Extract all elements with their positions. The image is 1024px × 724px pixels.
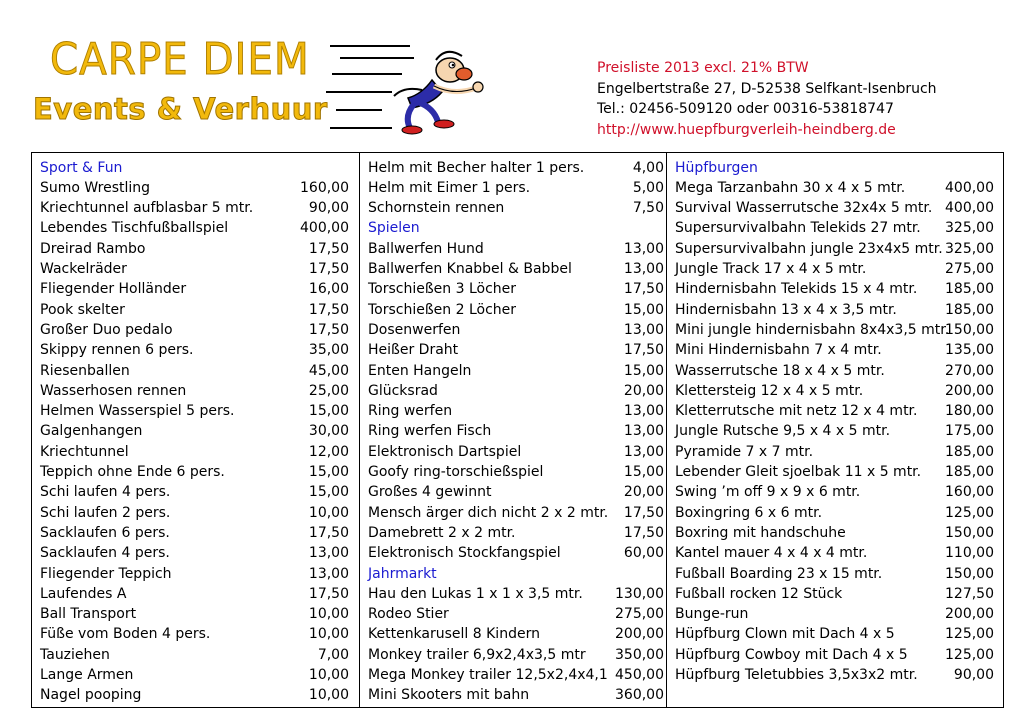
table-row [32,401,359,421]
table-row [360,178,666,198]
table-row [667,665,1003,685]
table-row [360,421,666,441]
item-name: Bunge-run [675,606,749,623]
item-name: Damebrett 2 x 2 mtr. [368,524,516,541]
item-name: Ring werfen Fisch [368,423,492,440]
item-price: 325,00 [945,220,994,237]
item-name: Hau den Lukas 1 x 1 x 3,5 mtr. [368,585,583,602]
price-list-title: Preisliste 2013 excl. 21% BTW [597,60,809,76]
table-row [667,624,1003,644]
table-row [360,361,666,381]
table-row [667,523,1003,543]
price-column-1 [32,153,360,707]
table-row [360,624,666,644]
item-name: Torschießen 2 Löcher [368,301,517,318]
item-price: 15,00 [308,464,349,480]
table-row [360,442,666,462]
item-price: 13,00 [308,545,349,562]
item-price: 135,00 [945,342,994,359]
table-row [667,259,1003,279]
table-row [360,523,666,543]
item-name: Lange Armen [40,667,134,683]
item-name: Klettersteig 12 x 4 x 5 mtr. [675,382,864,399]
table-row [667,381,1003,401]
item-name: Hindernisbahn 13 x 4 x 3,5 mtr. [675,301,897,318]
item-name: Ballwerfen Knabbel & Babbel [368,261,572,277]
item-price: 400,00 [945,200,994,217]
price-table [31,152,1004,708]
item-name: Füße vom Boden 4 pers. [40,626,211,643]
item-price: 13,00 [623,321,664,338]
item-name: Pook skelter [40,301,125,318]
item-price: 200,00 [945,606,994,623]
item-price: 125,00 [945,646,994,663]
item-name: Boxring mit handschuhe [675,524,846,541]
section-heading-label: Spielen [368,220,420,237]
item-name: Schi laufen 2 pers. [40,504,171,521]
section-heading-label: Sport & Fun [40,159,123,176]
item-price: 160,00 [945,484,994,501]
section-heading-label: Hüpfburgen [675,159,758,176]
item-name: Survival Wasserrutsche 32x4x 5 mtr. [675,200,933,217]
table-row [360,482,666,502]
item-name: Großes 4 gewinnt [368,484,492,501]
table-row [360,604,666,624]
item-price: 20,00 [623,382,664,399]
item-name: Heißer Draht [368,342,459,359]
item-price: 450,00 [615,667,664,683]
table-row [667,218,1003,238]
item-price: 5,00 [632,179,664,196]
item-name: Kantel mauer 4 x 4 x 4 mtr. [675,545,868,562]
item-price: 130,00 [615,585,664,602]
item-name: Ring werfen [368,403,453,420]
table-row [360,401,666,421]
table-row [667,462,1003,482]
item-price: 17,50 [623,281,664,298]
item-price: 17,50 [308,240,349,257]
item-name: Nagel pooping [40,687,142,704]
item-price: 150,00 [945,321,994,338]
item-name: Ball Transport [40,606,137,623]
logo-title: CARPE DIEM [50,34,310,85]
item-name: Schi laufen 4 pers. [40,484,171,501]
table-row [360,279,666,299]
item-price: 13,00 [623,240,664,257]
item-price: 13,00 [308,565,349,582]
item-name: Helmen Wasserspiel 5 pers. [40,403,235,420]
item-name: Dosenwerfen [368,321,461,338]
running-man-logo-icon [322,40,492,135]
item-price: 15,00 [623,301,664,318]
table-row [32,523,359,543]
item-price: 13,00 [623,443,664,460]
item-price: 150,00 [945,565,994,582]
table-row [32,259,359,279]
item-price: 127,50 [945,585,994,602]
item-price: 360,00 [615,687,664,704]
table-row [32,462,359,482]
item-price: 90,00 [308,200,349,217]
table-row [360,259,666,279]
item-price: 185,00 [945,281,994,298]
item-price: 200,00 [945,382,994,399]
table-row [667,604,1003,624]
table-row [360,300,666,320]
table-row [32,279,359,299]
item-name: Wasserrutsche 18 x 4 x 5 mtr. [675,362,885,379]
item-name: Teppich ohne Ende 6 pers. [40,464,225,480]
item-name: Fußball Boarding 23 x 15 mtr. [675,565,883,582]
section-heading [32,158,359,178]
item-price: 13,00 [623,403,664,420]
item-name: Elektronisch Dartspiel [368,443,522,460]
item-name: Jungle Rutsche 9,5 x 4 x 5 mtr. [675,423,891,440]
table-row [667,178,1003,198]
item-price: 125,00 [945,504,994,521]
item-price: 16,00 [308,281,349,298]
item-price: 45,00 [308,362,349,379]
table-row [360,543,666,563]
table-row [32,340,359,360]
item-name: Wasserhosen rennen [40,382,187,399]
table-row [32,218,359,238]
item-price: 17,50 [623,504,664,521]
table-row [360,665,666,685]
item-price: 15,00 [623,464,664,480]
item-name: Lebender Gleit sjoelbak 11 x 5 mtr. [675,464,922,480]
item-name: Glücksrad [368,382,438,399]
logo-subtitle: Events & Verhuur [33,92,328,126]
item-price: 400,00 [300,220,349,237]
item-price: 90,00 [953,667,994,683]
table-row [360,381,666,401]
item-name: Großer Duo pedalo [40,321,173,338]
item-price: 17,50 [623,342,664,359]
item-price: 35,00 [308,342,349,359]
price-column-2 [360,153,667,707]
item-price: 10,00 [308,626,349,643]
item-price: 17,50 [308,261,349,277]
item-name: Supersurvivalbahn jungle 23x4x5 mtr. [675,240,943,257]
item-price: 25,00 [308,382,349,399]
table-row [32,665,359,685]
table-row [667,503,1003,523]
section-heading [667,158,1003,178]
item-name: Kriechtunnel [40,443,129,460]
item-name: Enten Hangeln [368,362,472,379]
item-price: 7,00 [317,646,349,663]
item-name: Torschießen 3 Löcher [368,281,517,298]
table-row [32,624,359,644]
item-name: Galgenhangen [40,423,143,440]
item-name: Ballwerfen Hund [368,240,484,257]
item-name: Rodeo Stier [368,606,449,623]
table-row [360,239,666,259]
item-name: Kettenkarusell 8 Kindern [368,626,540,643]
section-heading-label: Jahrmarkt [368,565,437,582]
page-header [0,0,1024,150]
table-row [667,239,1003,259]
item-name: Dreirad Rambo [40,240,146,257]
item-name: Skippy rennen 6 pers. [40,342,194,359]
item-price: 110,00 [945,545,994,562]
item-name: Helm mit Eimer 1 pers. [368,179,531,196]
table-row [32,584,359,604]
table-row [32,604,359,624]
table-row [32,178,359,198]
item-name: Mensch ärger dich nicht 2 x 2 mtr. [368,504,609,521]
item-price: 185,00 [945,443,994,460]
item-name: Hüpfburg Clown mit Dach 4 x 5 [675,626,895,643]
table-row [667,584,1003,604]
item-price: 400,00 [945,179,994,196]
item-price: 325,00 [945,240,994,257]
table-row [667,564,1003,584]
item-price: 15,00 [623,362,664,379]
item-price: 270,00 [945,362,994,379]
item-price: 7,50 [632,200,664,217]
table-row [667,401,1003,421]
item-price: 15,00 [308,403,349,420]
table-row [32,503,359,523]
item-price: 125,00 [945,626,994,643]
item-name: Tauziehen [40,646,110,663]
address: Engelbertstraße 27, D-52538 Selfkant-Isenbruch [597,80,937,97]
table-row [360,503,666,523]
item-price: 15,00 [308,484,349,501]
table-row [32,421,359,441]
table-row [360,685,666,705]
table-row [667,279,1003,299]
item-name: Elektronisch Stockfangspiel [368,545,561,562]
item-name: Swing ’m off 9 x 9 x 6 mtr. [675,484,861,501]
item-price: 185,00 [945,301,994,318]
item-name: Laufendes A [40,585,127,602]
item-price: 17,50 [308,585,349,602]
item-name: Sacklaufen 6 pers. [40,524,170,541]
item-name: Boxingring 6 x 6 mtr. [675,504,823,521]
item-name: Kriechtunnel aufblasbar 5 mtr. [40,200,254,217]
table-row [667,300,1003,320]
item-price: 275,00 [615,606,664,623]
table-row [667,361,1003,381]
table-row [32,685,359,705]
item-name: Monkey trailer 6,9x2,4x3,5 mtr [368,646,586,663]
item-name: Hüpfburg Cowboy mit Dach 4 x 5 [675,646,908,663]
table-row [360,645,666,665]
item-price: 17,50 [308,524,349,541]
website-link[interactable]: http://www.huepfburgverleih-heindberg.de [597,121,896,138]
item-name: Riesenballen [40,362,130,379]
table-row [32,381,359,401]
item-price: 350,00 [615,646,664,663]
item-name: Jungle Track 17 x 4 x 5 mtr. [675,261,867,277]
table-row [667,421,1003,441]
item-price: 10,00 [308,687,349,704]
table-row [32,482,359,502]
item-price: 30,00 [308,423,349,440]
table-row [32,645,359,665]
item-price: 275,00 [945,261,994,277]
table-row [360,198,666,218]
item-price: 175,00 [945,423,994,440]
item-name: Sumo Wrestling [40,179,151,196]
item-name: Kletterrutsche mit netz 12 x 4 mtr. [675,403,918,420]
table-row [360,320,666,340]
item-name: Fliegender Holländer [40,281,187,298]
item-name: Mega Tarzanbahn 30 x 4 x 5 mtr. [675,179,906,196]
item-name: Lebendes Tischfußballspiel [40,220,229,237]
item-price: 180,00 [945,403,994,420]
table-row [32,442,359,462]
price-column-3 [667,153,1003,707]
table-row [32,239,359,259]
section-heading [360,564,666,584]
item-price: 4,00 [632,159,664,176]
item-name: Supersurvivalbahn Telekids 27 mtr. [675,220,921,237]
item-price: 150,00 [945,524,994,541]
item-name: Mini Hindernisbahn 7 x 4 mtr. [675,342,882,359]
company-info [597,58,937,140]
table-row [667,320,1003,340]
table-row [360,584,666,604]
item-price: 13,00 [623,423,664,440]
table-row [32,543,359,563]
section-heading [360,218,666,238]
table-row [360,462,666,482]
item-name: Mini jungle hindernisbahn 8x4x3,5 mtr. [675,321,950,338]
item-price: 60,00 [623,545,664,562]
phone: Tel.: 02456-509120 oder 00316-53818747 [597,101,894,118]
item-name: Schornstein rennen [368,200,505,217]
table-row [667,442,1003,462]
item-name: Sacklaufen 4 pers. [40,545,170,562]
item-name: Pyramide 7 x 7 mtr. [675,443,814,460]
table-row [32,300,359,320]
item-price: 17,50 [623,524,664,541]
item-price: 17,50 [308,321,349,338]
item-name: Goofy ring-torschießspiel [368,464,544,480]
table-row [667,543,1003,563]
item-name: Helm mit Becher halter 1 pers. [368,159,585,176]
item-name: Wackelräder [40,261,127,277]
item-name: Hindernisbahn Telekids 15 x 4 mtr. [675,281,918,298]
table-row [667,482,1003,502]
table-row [360,158,666,178]
item-price: 10,00 [308,504,349,521]
item-name: Fußball rocken 12 Stück [675,585,843,602]
table-row [32,198,359,218]
table-row [32,320,359,340]
table-row [667,645,1003,665]
item-price: 200,00 [615,626,664,643]
item-name: Mega Monkey trailer 12,5x2,4x4,1 [368,667,608,683]
item-price: 12,00 [308,443,349,460]
item-price: 10,00 [308,667,349,683]
item-price: 160,00 [300,179,349,196]
table-row [32,361,359,381]
item-name: Fliegender Teppich [40,565,172,582]
table-row [360,340,666,360]
item-name: Mini Skooters mit bahn [368,687,530,704]
item-price: 17,50 [308,301,349,318]
item-price: 13,00 [623,261,664,277]
table-row [667,198,1003,218]
item-price: 185,00 [945,464,994,480]
table-row [32,564,359,584]
item-price: 20,00 [623,484,664,501]
item-price: 10,00 [308,606,349,623]
table-row [667,340,1003,360]
item-name: Hüpfburg Teletubbies 3,5x3x2 mtr. [675,667,918,683]
